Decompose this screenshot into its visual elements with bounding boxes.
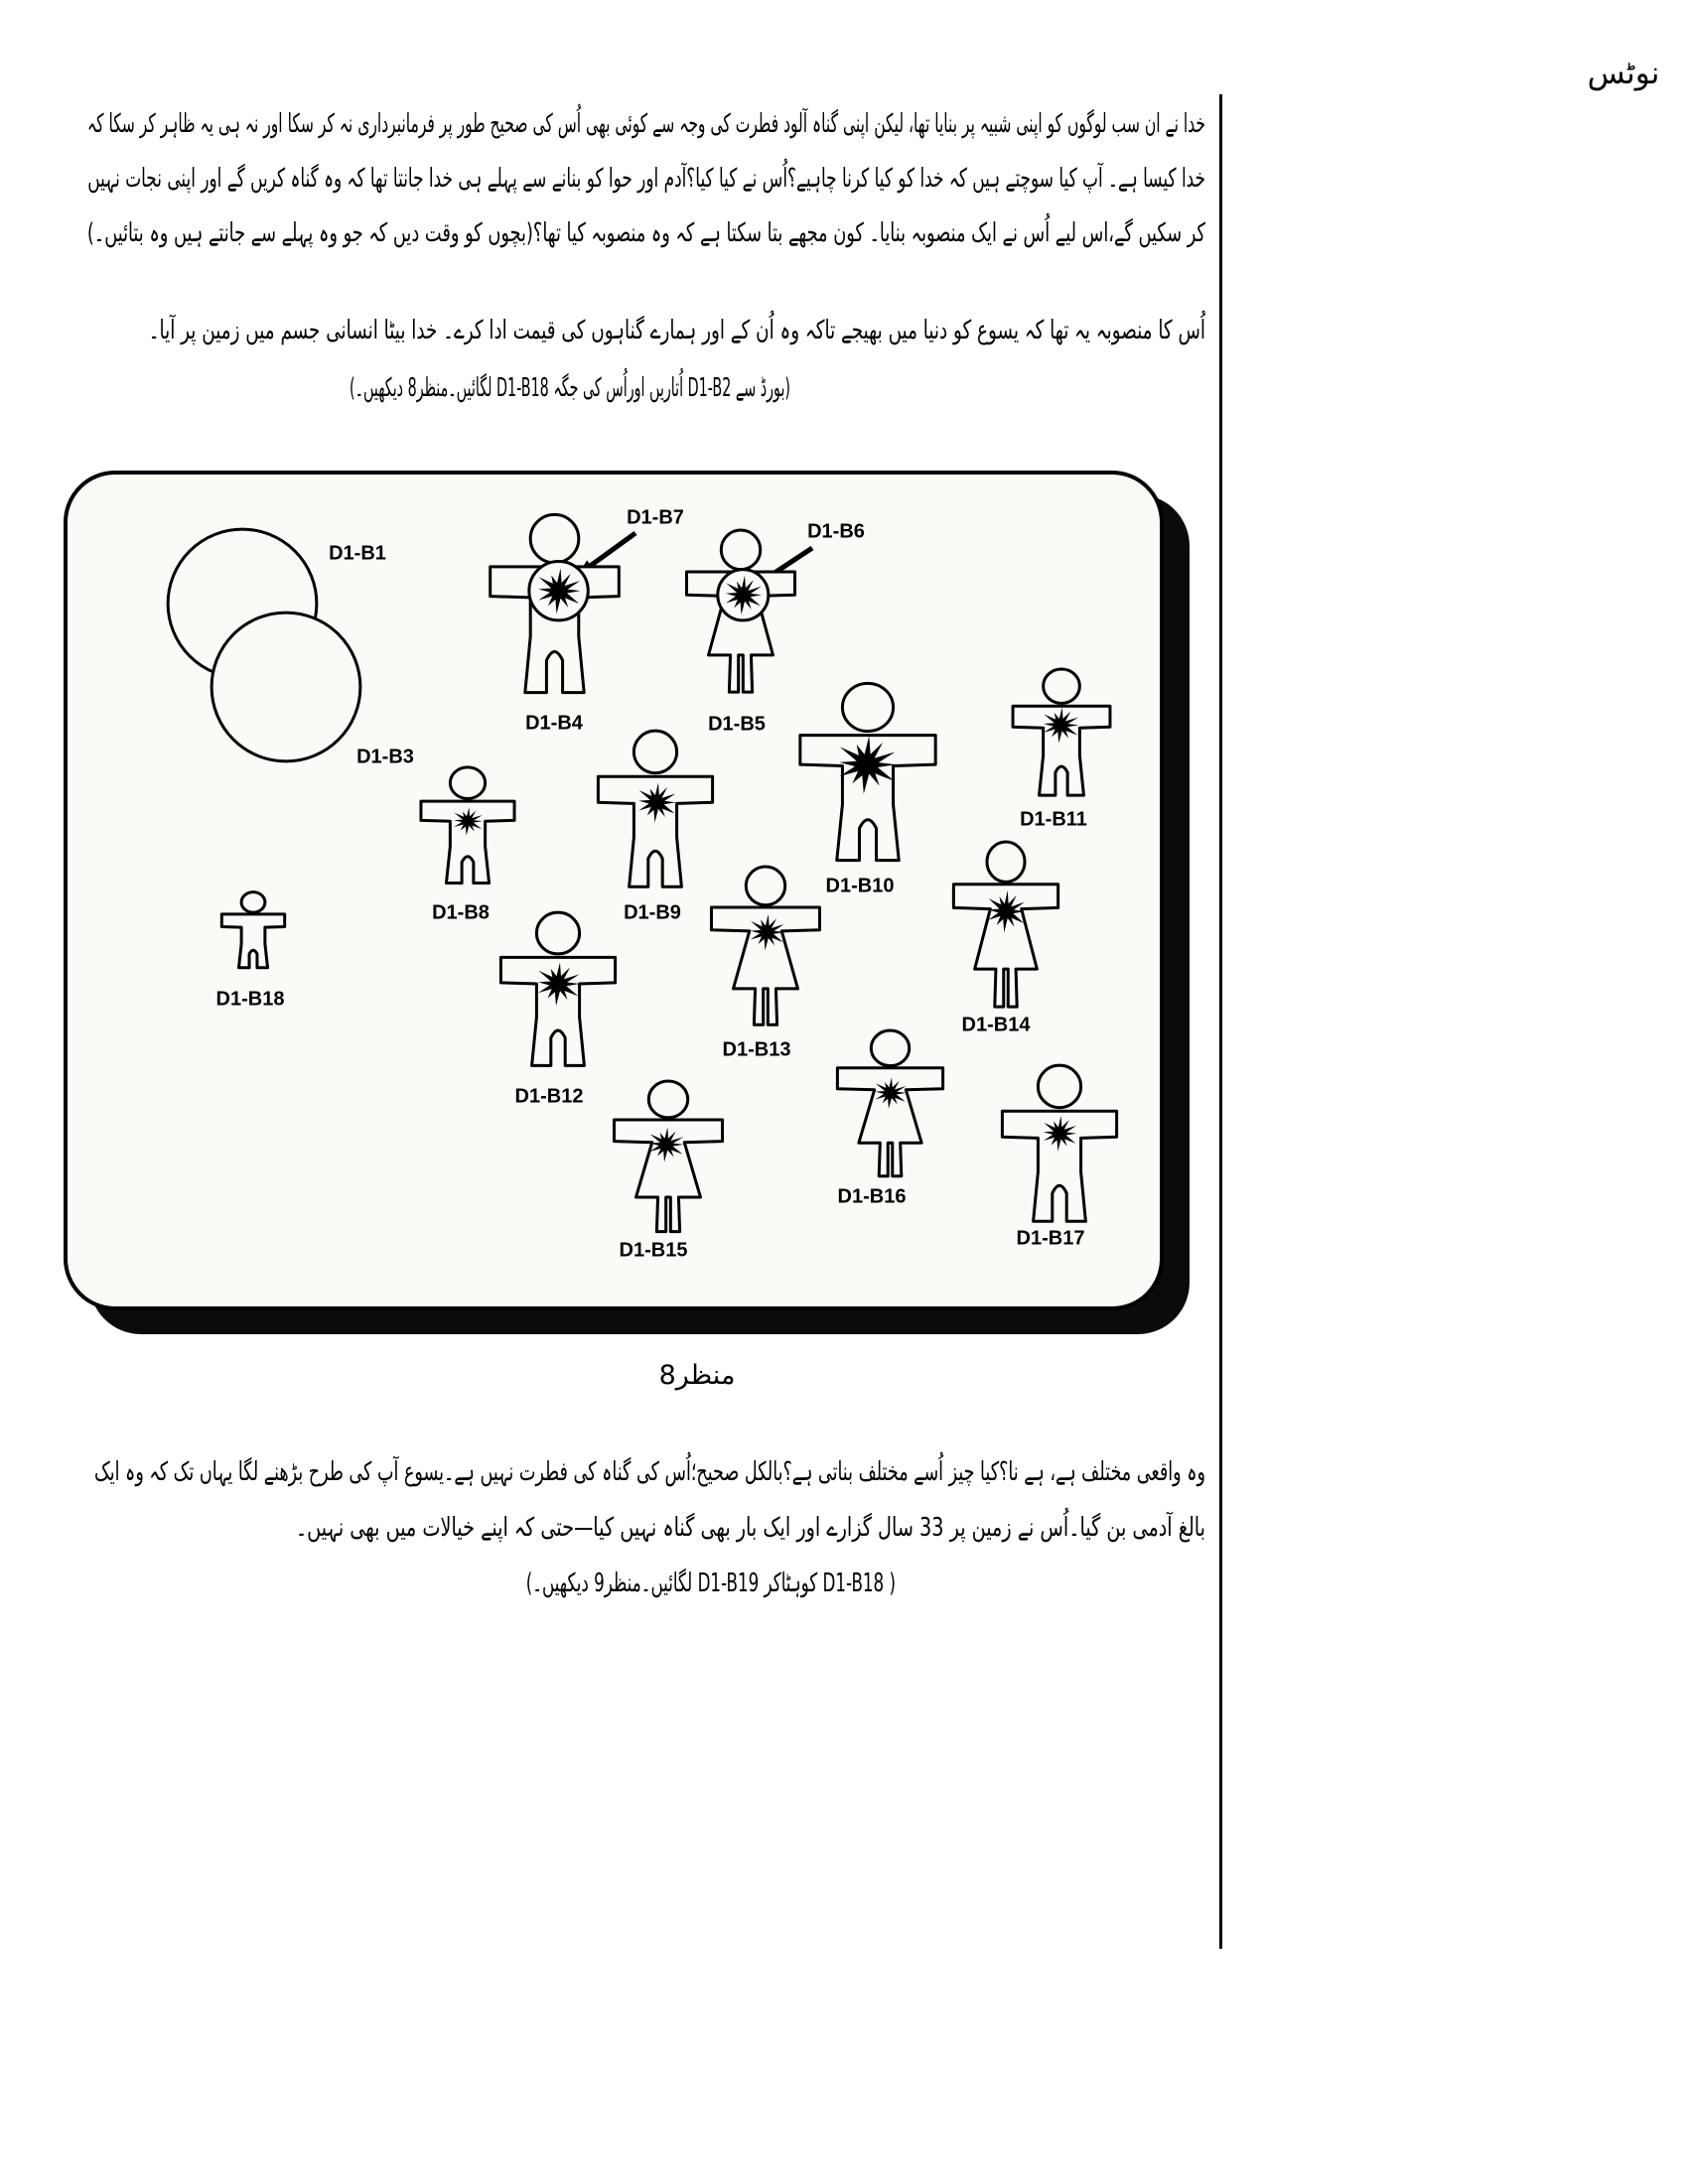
figure-d1-b12 [498,911,618,1070]
female-paper-figure-icon [683,530,798,698]
figure-d1-b17 [1000,1064,1119,1226]
figure-d1-b3 [209,610,363,764]
paragraph1-line2: خدا کیسا ہے۔ آپ کیا سوچتے ہیں کہ خدا کو کیا کرنا چاہیے؟اُس نے کیا کیا؟آدم اور حوا کو بنانے سے پہلے ہی خدا جانتا تھا کہ وہ گناہ کریں گے اور اپنی نجات نہیں [87,164,1205,194]
paragraph1-line3: کر سکیں گے،اس لیے اُس نے ایک منصوبہ بنایا۔ کون مجھے بتا سکتا ہے کہ وہ منصوبہ کیا تھا؟(بچوں کو وقت دیں کہ جو وہ پہلے سے جانتے ہیں وہ بتائیں۔) [86,218,1205,248]
male-paper-figure-icon [596,730,715,891]
paragraph3-instruction-line: ( D1-B18 کوہٹاکر D1-B19 لگائیں۔منظر9 دیکھیں۔) [525,1569,896,1598]
figure-label-d1-b10: D1-B10 [825,875,895,897]
figure-label-d1-b9: D1-B9 [624,901,681,924]
figure-d1-b14 [950,842,1061,1013]
arrow-label-d1-b6: D1-B6 [807,520,865,543]
paragraph2-instruction-line: (بورڈ سے D1-B2 اُتاریں اوراُس کی جگہ D1-B18 لگائیں۔منظر8 دیکھیں۔) [350,373,790,403]
notes-heading: نوٹس [1587,56,1660,91]
figure-label-d1-b1: D1-B1 [329,542,386,565]
male-paper-figure-icon [797,682,938,866]
circle-cutout-icon [209,610,363,764]
figure-d1-b9 [596,730,715,891]
figure-label-d1-b12: D1-B12 [514,1085,584,1108]
male-paper-figure-icon [1011,668,1112,799]
figure-label-d1-b5: D1-B5 [708,713,766,736]
figure-label-d1-b3: D1-B3 [356,746,414,768]
figure-label-d1-b15: D1-B15 [619,1239,688,1262]
paragraph3-line2: بالغ آدمی بن گیا۔اُس نے زمین پر 33 سال گزارے اور ایک بار بھی گناہ نہیں کیا—حتی کہ اپنے خیالات میں بھی نہیں۔ [295,1513,1205,1543]
female-paper-figure-icon [611,1081,726,1237]
paragraph1-line1: خدا نے ان سب لوگوں کو اپنی شبیہ پر بنایا تھا، لیکن اپنی گناہ آلود فطرت کی وجہ سے کوئی بھی اُس کی صحیح طور پر فرمانبرداری نہ کر سکا اور نہ ہی یہ ظاہر کر سکا کہ [87,109,1205,139]
figure-label-d1-b14: D1-B14 [961,1014,1031,1036]
male-paper-figure-icon [419,766,516,887]
figure-label-d1-b4: D1-B4 [525,712,583,735]
figure-label-d1-b13: D1-B13 [722,1038,791,1061]
figure-d1-b13 [708,867,823,1030]
figure-label-d1-b16: D1-B16 [837,1185,907,1208]
male-paper-figure-icon [498,911,618,1070]
paragraph3-line1: وہ واقعی مختلف ہے، ہے نا؟کیا چیز اُسے مختلف بناتی ہے؟بالکل صحیح؛اُس کی گناہ کی فطرت نہیں ہے۔یسوع آپ کی طرح بڑھنے لگا یہاں تک کہ وہ ایک [94,1457,1206,1487]
female-paper-figure-icon [950,842,1061,1013]
female-paper-figure-icon [834,1030,946,1181]
figure-d1-b18 [220,891,286,970]
male-paper-figure-icon [220,891,286,970]
figure-d1-b4 [488,513,622,698]
figure-d1-b16 [834,1030,946,1181]
male-paper-figure-icon [488,513,622,698]
female-paper-figure-icon [708,867,823,1030]
figure-d1-b15 [611,1081,726,1237]
figure-d1-b11 [1011,668,1112,799]
figure-d1-b10 [797,682,938,866]
figure-d1-b8 [419,766,516,887]
figure-label-d1-b11: D1-B11 [1020,808,1087,831]
column-divider-rule [1219,94,1222,1949]
figure-label-d1-b8: D1-B8 [432,901,490,924]
male-paper-figure-icon [1000,1064,1119,1226]
figure-d1-b5 [683,530,798,698]
arrow-label-d1-b7: D1-B7 [627,506,684,529]
paragraph2-line1: اُس کا منصوبہ یہ تھا کہ یسوع کو دنیا میں بھیجے تاکہ وہ اُن کے اور ہمارے گناہوں کی قیمت ادا کرے۔ خدا بیٹا انسانی جسم میں زمین پر آیا۔ [148,316,1206,345]
figure-label-d1-b17: D1-B17 [1016,1227,1085,1250]
scene-caption: منظر8 [658,1360,736,1391]
figure-label-d1-b18: D1-B18 [215,988,285,1011]
